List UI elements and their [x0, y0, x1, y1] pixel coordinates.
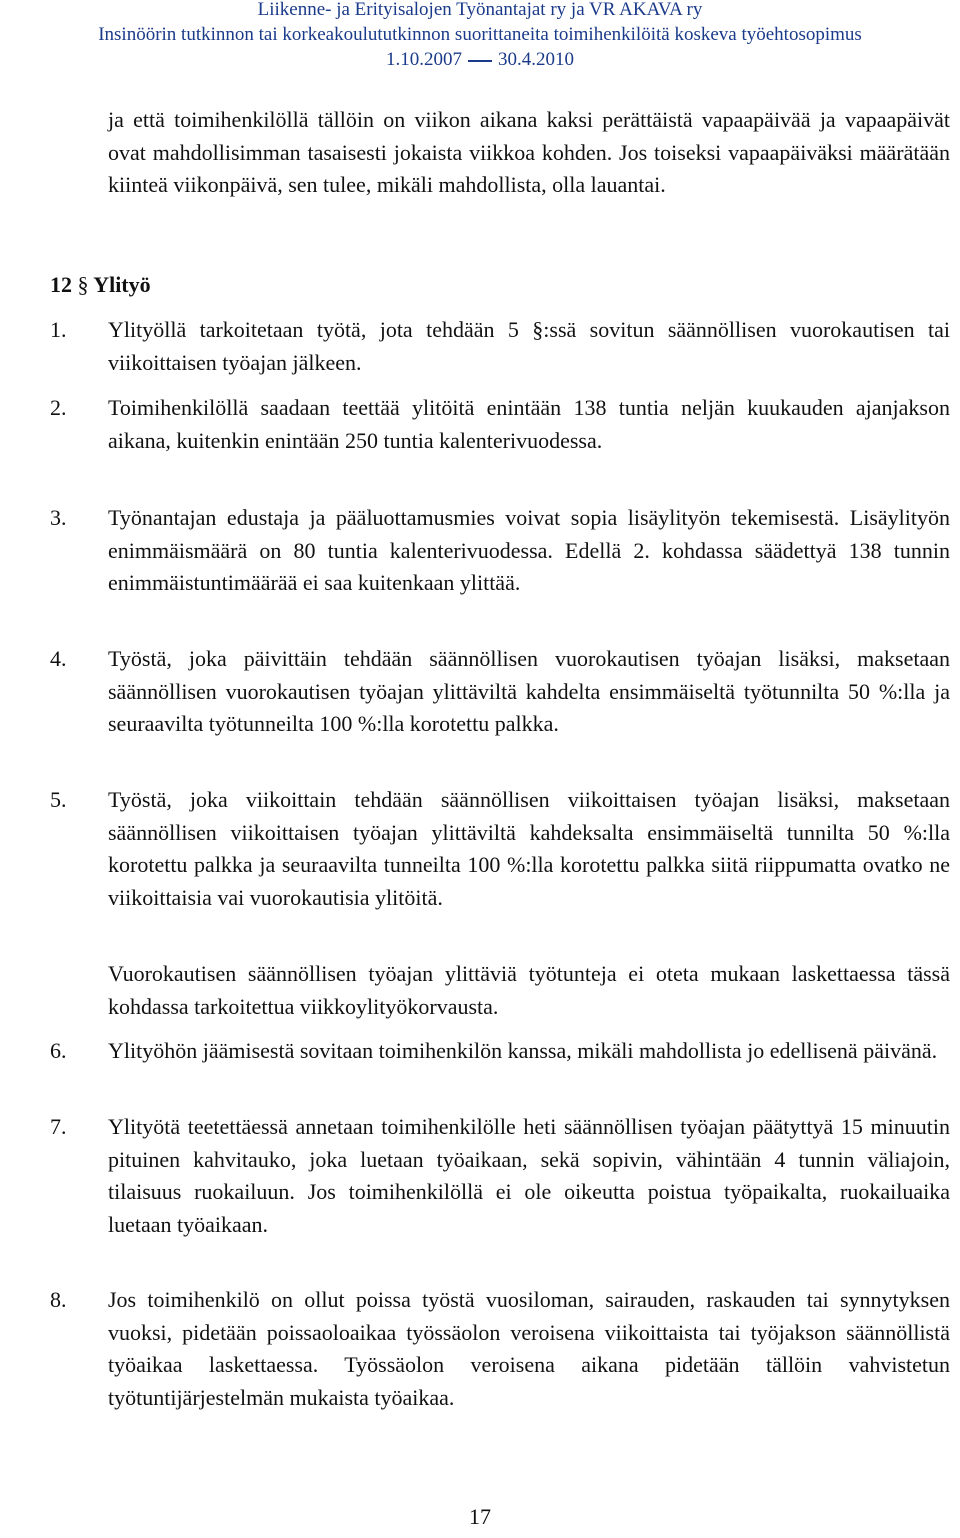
- section-heading: [50, 269, 151, 302]
- list-item-number: 4.: [50, 646, 67, 671]
- header-date-end: 30.4.2010: [498, 49, 574, 70]
- list-item-text: Toimihenkilöllä saadaan teettää ylitöitä enintään 138 tuntia neljän kuukauden ajanjakson aikana, kuitenkin enintään 250 tuntia kalenterivuodessa.: [108, 395, 950, 453]
- header-organizations: Liikenne- ja Erityisalojen Työnantajat ry ja VR AKAVA ry: [257, 0, 703, 20]
- list-item-number: 7.: [50, 1114, 67, 1139]
- list-item-text: Työstä, joka viikoittain tehdään säännöllisen viikoittaisen työajan lisäksi, maksetaan säännöllisen viikoittaisen työajan ylittäviltä kahdeksalta ensimmäiseltä tunnilta 50 %:lla korotettu palkka ja seuraavilta tunneilta 100 %:lla korotettu palkka siitä riippumatta ovatko ne viikoittaisia vai vuorokautisia ylitöitä.: [108, 787, 950, 910]
- header-date-start: 1.10.2007: [386, 49, 462, 70]
- section-title: Ylityö: [93, 272, 151, 297]
- list-item-extra-paragraph: Vuorokautisen säännöllisen työajan ylittäviä työtunteja ei oteta mukaan laskettaessa tässä kohdassa tarkoitettua viikkoylityökorvausta.: [108, 961, 950, 1019]
- header-validity-period: [0, 47, 960, 72]
- date-range-dash: [468, 60, 492, 62]
- list-item-number: 1.: [50, 317, 67, 342]
- page-number: 17: [469, 1504, 491, 1529]
- list-item-text: Ylityöllä tarkoitetaan työtä, jota tehdään 5 §:ssä sovitun säännöllisen vuorokautisen tai viikoittaisen työajan jälkeen.: [108, 317, 950, 375]
- list-item-text: Työnantajan edustaja ja pääluottamusmies voivat sopia lisäylityön tekemisestä. Lisäylityön enimmäismäärä on 80 tuntia kalenterivuodessa. Edellä 2. kohdassa säädettyä 138 tunnin enimmäistuntimäärää ei saa kuitenkaan ylittää.: [108, 505, 950, 595]
- header-agreement-title: Insinöörin tutkinnon tai korkeakoulututkinnon suorittaneita toimihenkilöitä koskeva työehtosopimus: [98, 24, 862, 45]
- list-item-number: 6.: [50, 1038, 67, 1063]
- list-item-text: Jos toimihenkilö on ollut poissa työstä vuosiloman, sairauden, raskauden tai synnytyksen vuoksi, pidetään poissaoloaikaa työssäolon veroisena viikoittaista tai työjakson säännöllistä työaikaa laskettaessa. Työssäolon veroisena aikana pidetään tällöin vahvistetun työtuntijärjestelmän mukaista työaikaa.: [108, 1287, 950, 1410]
- list-item-number: 3.: [50, 505, 67, 530]
- list-item-text: Työstä, joka päivittäin tehdään säännöllisen vuorokautisen työajan lisäksi, maksetaan säännöllisen vuorokautisen työajan ylittäviltä kahdelta ensimmäiseltä työtunnilta 50 %:lla ja seuraavilta työtunneilta 100 %:lla korotettu palkka.: [108, 646, 950, 736]
- list-item-number: 8.: [50, 1287, 67, 1312]
- section-number: 12: [50, 272, 72, 297]
- list-item-number: 2.: [50, 395, 67, 420]
- list-item-number: 5.: [50, 787, 67, 812]
- page-header: [0, 0, 960, 72]
- list-item-text: Ylityötä teetettäessä annetaan toimihenkilölle heti säännöllisen työajan päätyttyä 15 minuutin pituinen kahvitauko, joka luetaan työaikaan, sekä sopivin, vähintään 4 tunnin väliajoin, tilaisuus ruokailuun. Jos toimihenkilöllä ei ole oikeutta poistua työpaikalta, ruokailuaika luetaan työaikaan.: [108, 1114, 950, 1237]
- list-item-text: Ylityöhön jäämisestä sovitaan toimihenkilön kanssa, mikäli mahdollista jo edellisenä päivänä.: [108, 1038, 938, 1063]
- section-symbol: §: [77, 272, 89, 297]
- intro-paragraph: ja että toimihenkilöllä tällöin on viikon aikana kaksi perättäistä vapaapäivää ja vapaapäivät ovat mahdollisimman tasaisesti jokaista viikkoa kohden. Jos toiseksi vapaapäiväksi määrätään kiinteä viikonpäivä, sen tulee, mikäli mahdollista, olla lauantai.: [108, 107, 950, 197]
